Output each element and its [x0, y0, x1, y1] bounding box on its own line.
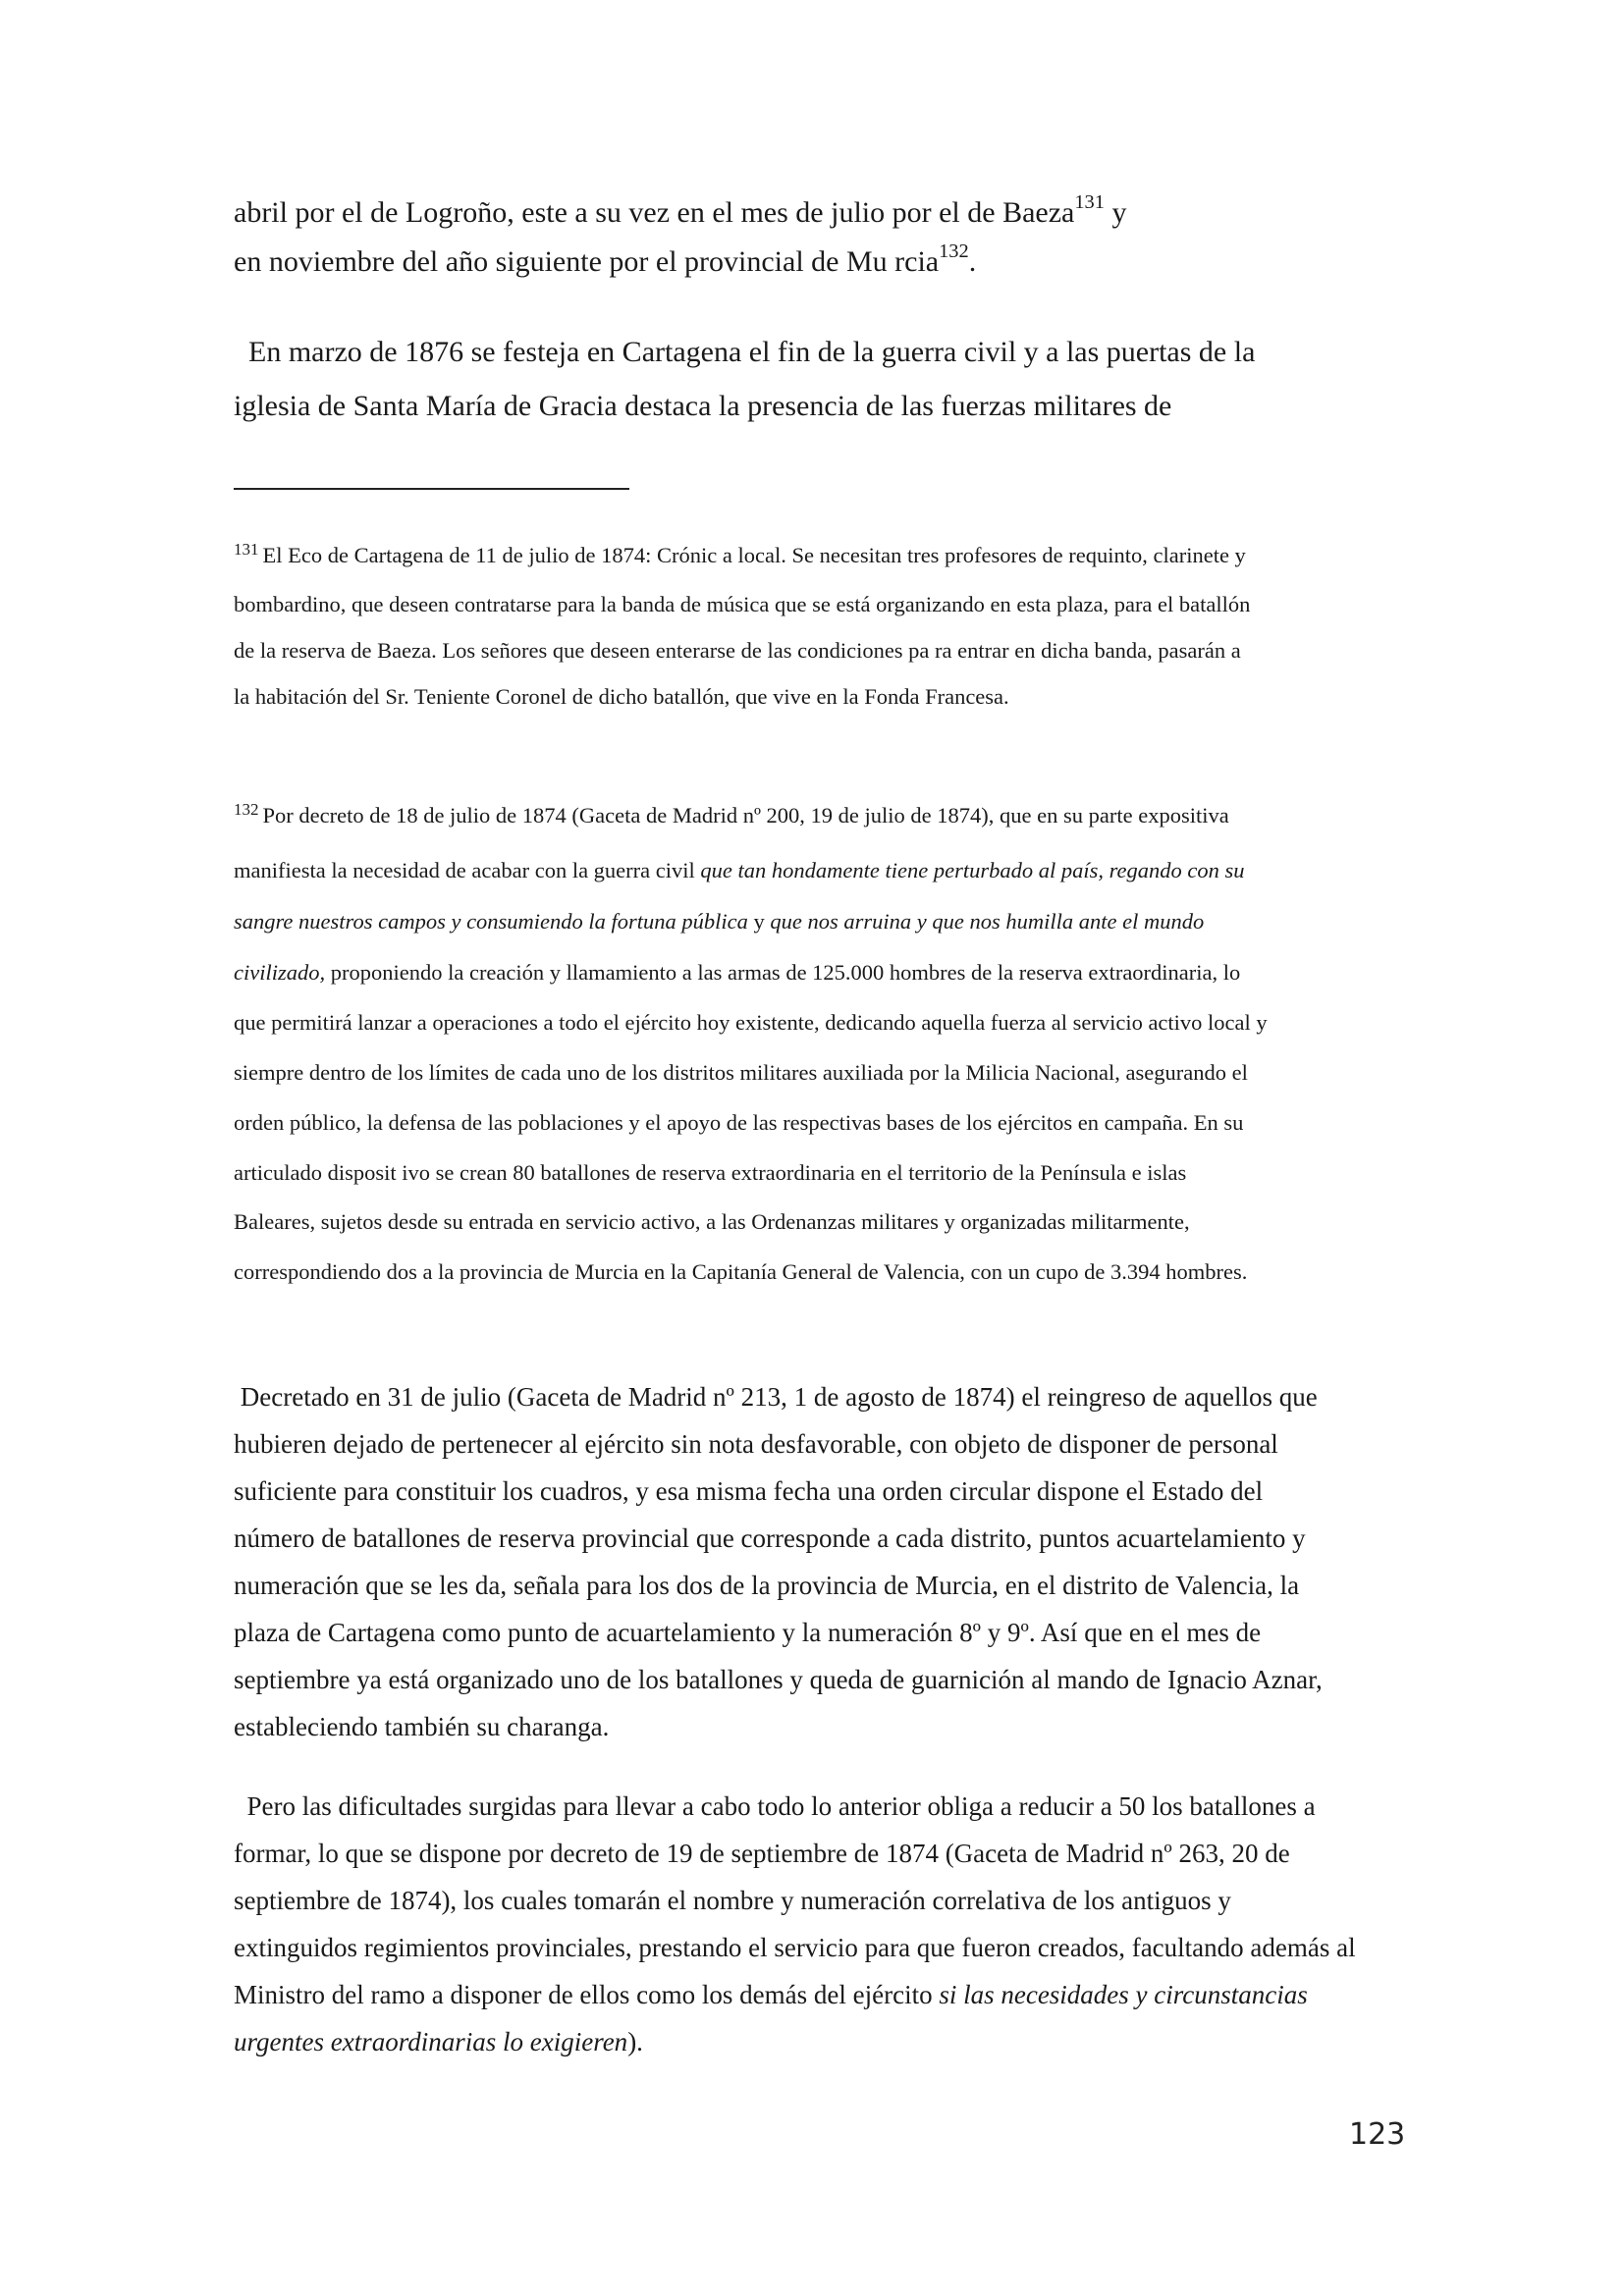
body-line: extinguidos regimientos provinciales, prestando el servicio para que fueron creados, facultando además al [234, 1933, 1356, 1962]
body-line: en noviembre del año siguiente por el provincial de Mu rcia$^{132}$. [234, 240, 977, 278]
body-line: urgentes extraordinarias lo exigieren). [234, 2027, 643, 2056]
footnote-line: sangre nuestros campos y consumiendo la fortuna pública y que nos arruina y que nos humilla ante el mundo [234, 909, 1205, 934]
body-line: número de batallones de reserva provincial que corresponde a cada distrito, puntos acuartelamiento y [234, 1523, 1306, 1553]
body-line: suficiente para constituir los cuadros, y esa misma fecha una orden circular dispone el Estado del [234, 1476, 1264, 1506]
footnote-line: la habitación del Sr. Teniente Coronel de dicho batallón, que vive en la Fonda Francesa. [234, 684, 1009, 709]
body-line: plaza de Cartagena como punto de acuartelamiento y la numeración 8º y 9º. Así que en el mes de [234, 1618, 1262, 1647]
body-line: septiembre ya está organizado uno de los batallones y queda de guarnición al mando de Ignacio Aznar, [234, 1665, 1323, 1694]
footnote-number: 132 [234, 799, 259, 819]
footnote-ref-131[interactable]: 131 [1074, 190, 1105, 213]
footnote-line: Baleares, sujetos desde su entrada en servicio activo, a las Ordenanzas militares y organizadas militarmente, [234, 1209, 1190, 1234]
footnote-line: que permitirá lanzar a operaciones a todo el ejército hoy existente, dedicando aquella fuerza al servicio activo local y [234, 1010, 1268, 1035]
footnote-line: correspondiendo dos a la provincia de Murcia en la Capitanía General de Valencia, con un cupo de 3.394 hombres. [234, 1259, 1248, 1284]
body-line: hubieren dejado de pertenecer al ejército sin nota desfavorable, con objeto de disponer de personal [234, 1429, 1278, 1459]
page-number: 123 [1349, 2117, 1406, 2152]
footnote-line: articulado disposit ivo se crean 80 batallones de reserva extraordinaria en el territorio de la Península e islas [234, 1160, 1187, 1185]
footnote-line: bombardino, que deseen contratarse para la banda de música que se está organizando en esta plaza, para el batallón [234, 592, 1251, 616]
footnote-line: siempre dentro de los límites de cada uno de los distritos militares auxiliada por la Milicia Nacional, asegurando el [234, 1060, 1248, 1085]
footnote-ref-132[interactable]: 132 [939, 240, 969, 262]
footnote-number: 131 [234, 539, 259, 559]
body-line: formar, lo que se dispone por decreto de 19 de septiembre de 1874 (Gaceta de Madrid nº 263, 20 de [234, 1839, 1290, 1868]
body-line: abril por el de Logroño, este a su vez en el mes de julio por el de Baeza$^{131}$ y [234, 190, 1127, 229]
body-line: En marzo de 1876 se festeja en Cartagena el fin de la guerra civil y a las puertas de la [234, 336, 1256, 368]
body-line: estableciendo también su charanga. [234, 1712, 610, 1741]
footnote-line: civilizado, proponiendo la creación y llamamiento a las armas de 125.000 hombres de la reserva extraordinaria, lo [234, 960, 1241, 985]
body-line: Ministro del ramo a disponer de ellos como los demás del ejército si las necesidades y circunstancias [234, 1980, 1308, 2009]
footnote-line: orden público, la defensa de las poblaciones y el apoyo de las respectivas bases de los ejércitos en campaña. En su [234, 1110, 1244, 1135]
body-line: iglesia de Santa María de Gracia destaca la presencia de las fuerzas militares de [234, 390, 1172, 422]
body-line: numeración que se les da, señala para los dos de la provincia de Murcia, en el distrito de Valencia, la [234, 1571, 1300, 1600]
footnote-line: de la reserva de Baeza. Los señores que deseen enterarse de las condiciones pa ra entrar en dicha banda, pasarán a [234, 638, 1241, 663]
body-line: Pero las dificultades surgidas para llevar a cabo todo lo anterior obliga a reducir a 50 los batallones a [234, 1791, 1316, 1821]
body-line: Decretado en 31 de julio (Gaceta de Madrid nº 213, 1 de agosto de 1874) el reingreso de aquellos que [234, 1382, 1318, 1412]
footnote-132: $^{132}$ Por decreto de 18 de julio de 1874 (Gaceta de Madrid nº 200, 19 de julio de 1874), que en su parte expositiva [234, 799, 1229, 828]
body-line: septiembre de 1874), los cuales tomarán el nombre y numeración correlativa de los antiguos y [234, 1886, 1231, 1915]
footnote-line: manifiesta la necesidad de acabar con la guerra civil que tan hondamente tiene perturbado al país, regando con su [234, 858, 1245, 882]
footnote-131: $^{131}$ El Eco de Cartagena de 11 de julio de 1874: Crónic a local. Se necesitan tres profesores de requinto, clarinete y [234, 539, 1246, 567]
footnote-separator [234, 488, 629, 490]
